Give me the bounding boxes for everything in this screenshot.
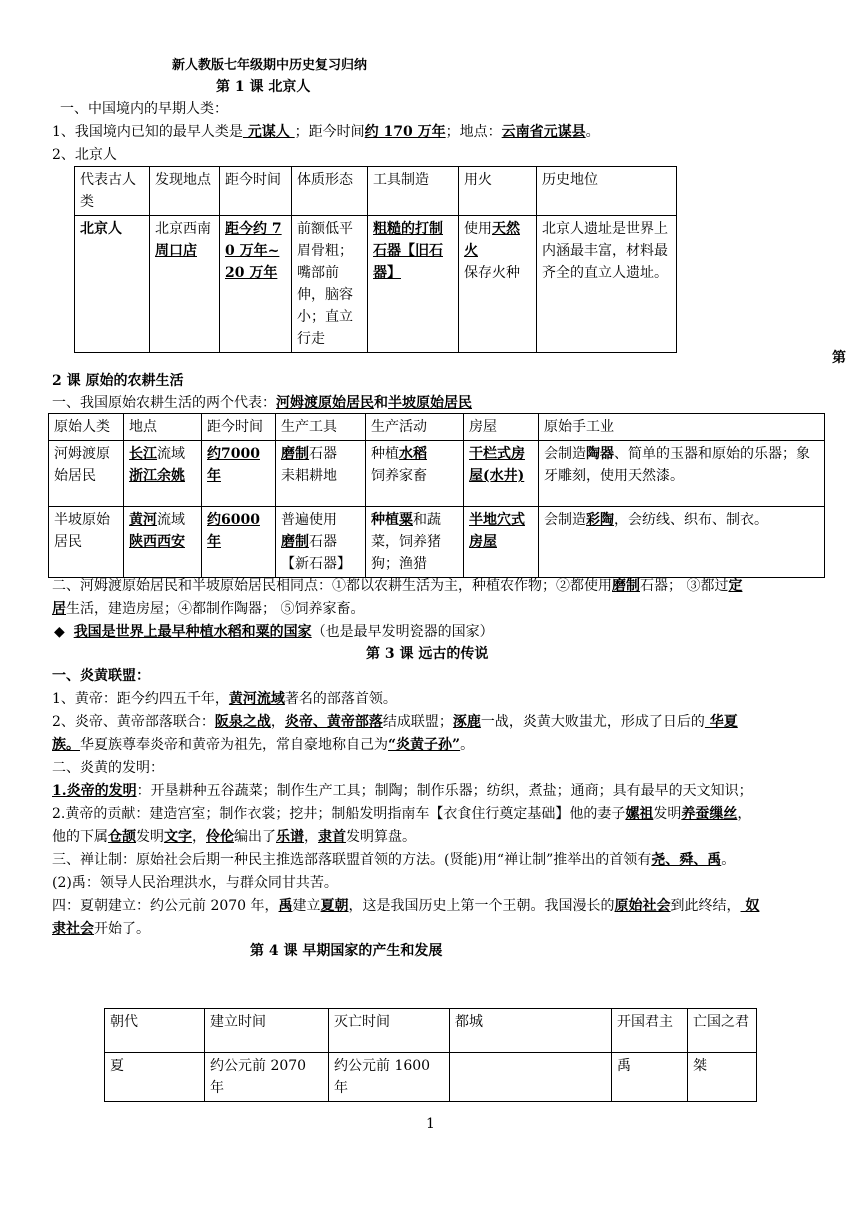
table-cell: 半坡原始居民 bbox=[49, 507, 124, 578]
table-header-cell: 距今时间 bbox=[202, 414, 276, 441]
table-cell: 半地穴式房屋 bbox=[464, 507, 539, 578]
lesson2-section1: 一、我国原始农耕生活的两个代表：河姆渡原始居民和半坡原始居民 bbox=[52, 395, 472, 411]
table-cell: 北京人 bbox=[75, 216, 150, 353]
lesson3-section1: 一、炎黄联盟： bbox=[52, 668, 150, 684]
table-cell: 粗糙的打制石器【旧石器】 bbox=[368, 216, 459, 353]
lesson1-line1: 1、我国境内已知的最早人类是 元谋人 ；距今时间约 170 万年；地点：云南省元谋县。 bbox=[52, 124, 600, 140]
farming-table bbox=[48, 413, 825, 578]
table-cell: 桀 bbox=[688, 1053, 757, 1102]
table-cell: 种植粟和蔬菜，饲养猪狗；渔猎 bbox=[366, 507, 464, 578]
table-header-cell: 发现地点 bbox=[150, 167, 220, 216]
table-header-cell: 地点 bbox=[124, 414, 202, 441]
lesson3-line6: 他的下属仓颉发明文字，伶伦编出了乐谱，隶首发明算盘。 bbox=[52, 829, 416, 845]
lesson3-line7: 三、禅让制：原始社会后期一种民主推选部落联盟首领的方法。(贤能)用“禅让制”推举出的首领有尧、舜、禹。 bbox=[52, 852, 736, 868]
table-header-cell: 工具制造 bbox=[368, 167, 459, 216]
lesson1-section2: 2、北京人 bbox=[52, 147, 117, 163]
lesson1-title: 第 1 课 北京人 bbox=[216, 79, 311, 95]
table-cell: 黄河流域 陕西西安 bbox=[124, 507, 202, 578]
table-cell: 约7000年 bbox=[202, 441, 276, 507]
table-header-cell: 代表古人类 bbox=[75, 167, 150, 216]
table-cell: 使用天然火 保存火种 bbox=[459, 216, 537, 353]
lesson3-line2: 2、炎帝、黄帝部落联合：阪泉之战，炎帝、黄帝部落结成联盟；涿鹿一战，炎黄大败蚩尤，形成了日后的 华夏 bbox=[52, 714, 738, 730]
table-row bbox=[105, 1053, 757, 1102]
table-row bbox=[75, 216, 677, 353]
table-cell: 磨制石器 耒耜耕地 bbox=[276, 441, 366, 507]
table-header-cell: 距今时间 bbox=[220, 167, 292, 216]
table-cell: 距今约 70 万年~20 万年 bbox=[220, 216, 292, 353]
table-header-cell: 开国君主 bbox=[612, 1009, 688, 1053]
document-header: 新人教版七年级期中历史复习归纳 bbox=[172, 58, 368, 73]
table-cell: 会制造彩陶，会纺线、织布、制衣。 bbox=[539, 507, 825, 578]
diamond-bullet-icon: ◆ bbox=[54, 624, 65, 640]
table-header-row bbox=[49, 414, 825, 441]
table-row bbox=[49, 507, 825, 578]
lesson3-line10: 隶社会开始了。 bbox=[52, 921, 150, 937]
table-cell bbox=[450, 1053, 612, 1102]
table-header-cell: 生产活动 bbox=[366, 414, 464, 441]
table-header-cell: 历史地位 bbox=[537, 167, 677, 216]
lesson2-title: 2 课 原始的农耕生活 bbox=[52, 373, 184, 389]
table-header-cell: 原始手工业 bbox=[539, 414, 825, 441]
page-number: 1 bbox=[426, 1116, 435, 1132]
table-header-cell: 建立时间 bbox=[205, 1009, 329, 1053]
lesson3-title: 第 3 课 远古的传说 bbox=[366, 646, 489, 662]
lesson3-line4: 1.炎帝的发明：开垦耕种五谷蔬菜；制作生产工具；制陶；制作乐器；纺织，煮盐；通商；具有最早的天文知识； bbox=[52, 783, 753, 799]
lesson2-commonality-line1: 二、河姆渡原始居民和半坡原始居民相同点：①都以农耕生活为主，种植农作物；②都使用磨制石器； ③都过定 bbox=[52, 578, 743, 594]
table-cell: 长江流域 浙江余姚 bbox=[124, 441, 202, 507]
lesson3-line5: 2.黄帝的贡献：建造宫室；制作衣裳；挖井；制船发明指南车【衣食住行奠定基础】他的妻子嫘祖发明养蚕缫丝， bbox=[52, 806, 752, 822]
table-header-row bbox=[75, 167, 677, 216]
lesson3-line8: (2)禹：领导人民治理洪水，与群众同甘共苦。 bbox=[52, 875, 338, 891]
table-row bbox=[49, 441, 825, 507]
table-cell: 禹 bbox=[612, 1053, 688, 1102]
lesson2-commonality-line2: 居生活，建造房屋；④都制作陶器； ⑤饲养家畜。 bbox=[52, 601, 365, 617]
lesson3-line9: 四：夏朝建立：约公元前 2070 年，禹建立夏朝，这是我国历史上第一个王朝。我国漫长的原始社会到此终结， 奴 bbox=[52, 898, 760, 914]
table-cell: 种植水稻 饲养家畜 bbox=[366, 441, 464, 507]
lesson3-section2: 二、炎黄的发明： bbox=[52, 760, 164, 776]
table-cell: 夏 bbox=[105, 1053, 205, 1102]
lesson4-title: 第 4 课 早期国家的产生和发展 bbox=[250, 943, 443, 959]
table-header-cell: 生产工具 bbox=[276, 414, 366, 441]
table-header-cell: 亡国之君 bbox=[688, 1009, 757, 1053]
table-cell: 约公元前 2070 年 bbox=[205, 1053, 329, 1102]
table-header-cell: 原始人类 bbox=[49, 414, 124, 441]
table-cell: 普遍使用 磨制石器【新石器】 bbox=[276, 507, 366, 578]
peking-man-table bbox=[74, 166, 677, 353]
dynasty-table bbox=[104, 1008, 757, 1102]
table-cell: 河姆渡原始居民 bbox=[49, 441, 124, 507]
table-cell: 会制造陶器、简单的玉器和原始的乐器；象牙雕刻，使用天然漆。 bbox=[539, 441, 825, 507]
table-cell: 约公元前 1600 年 bbox=[329, 1053, 450, 1102]
table-cell: 北京人遗址是世界上内涵最丰富，材料最齐全的直立人遗址。 bbox=[537, 216, 677, 353]
table-cell: 北京西南周口店 bbox=[150, 216, 220, 353]
table-header-cell: 体质形态 bbox=[292, 167, 368, 216]
table-cell: 约6000年 bbox=[202, 507, 276, 578]
table-header-cell: 朝代 bbox=[105, 1009, 205, 1053]
lesson1-section1: 一、中国境内的早期人类： bbox=[60, 101, 228, 117]
table-header-row bbox=[105, 1009, 757, 1053]
table-cell: 干栏式房屋(水井) bbox=[464, 441, 539, 507]
table-header-cell: 房屋 bbox=[464, 414, 539, 441]
table-cell: 前额低平眉骨粗；嘴部前伸，脑容小；直立行走 bbox=[292, 216, 368, 353]
lesson2-key-fact: ◆ 我国是世界上最早种植水稻和粟的国家（也是最早发明瓷器的国家） bbox=[54, 624, 494, 640]
table-header-cell: 用火 bbox=[459, 167, 537, 216]
table-header-cell: 都城 bbox=[450, 1009, 612, 1053]
lesson2-title-prefix: 第 bbox=[832, 350, 846, 366]
lesson3-line3: 族。华夏族尊奉炎帝和黄帝为祖先，常自豪地称自己为“炎黄子孙”。 bbox=[52, 737, 475, 753]
lesson3-line1: 1、黄帝：距今约四五千年，黄河流域著名的部落首领。 bbox=[52, 691, 397, 707]
table-header-cell: 灭亡时间 bbox=[329, 1009, 450, 1053]
